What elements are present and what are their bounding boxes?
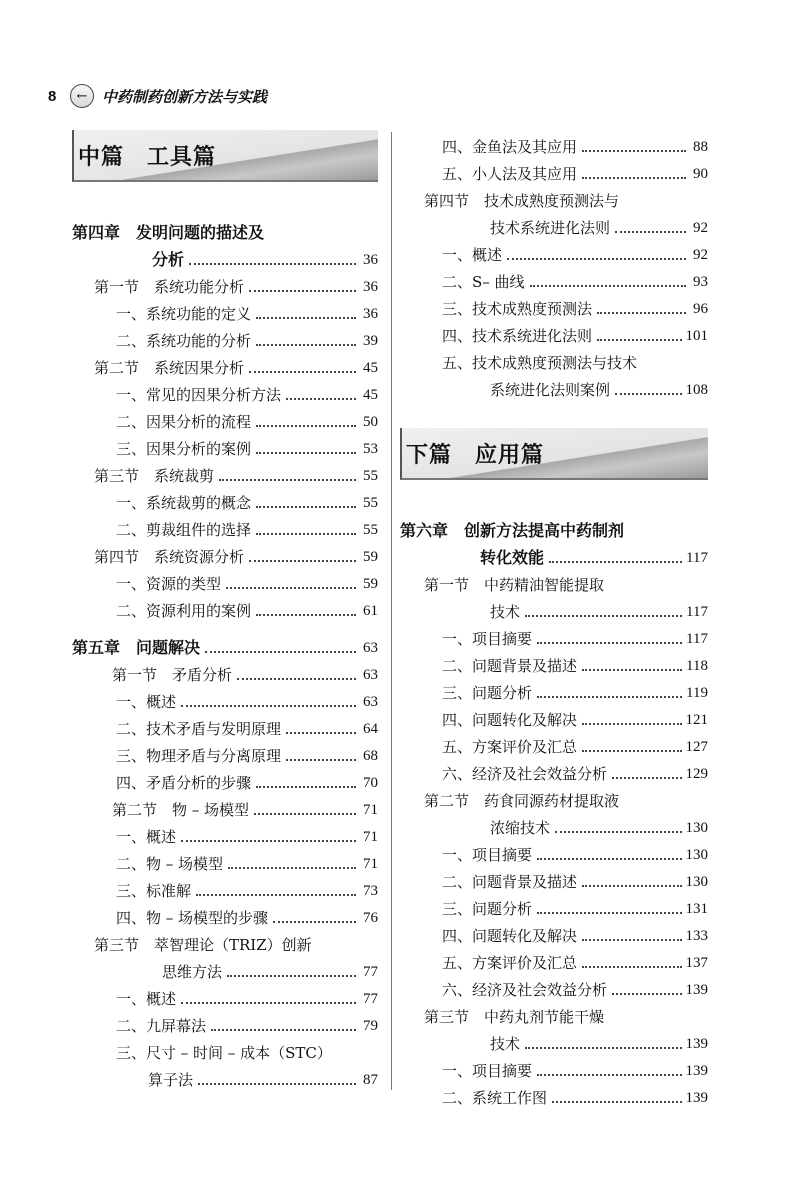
toc-entry[interactable]: 第三节 中药丸剂节能干燥 <box>424 1008 605 1026</box>
toc-entry[interactable]: 一、系统裁剪的概念 55 <box>116 494 378 512</box>
toc-entry-cont[interactable]: 算子法 87 <box>148 1071 378 1089</box>
toc-entry[interactable]: 第三节 系统裁剪 55 <box>94 467 378 485</box>
toc-entry[interactable]: 二、问题背景及描述 130 <box>442 873 708 891</box>
toc-entry[interactable]: 一、资源的类型 59 <box>116 575 378 593</box>
toc-entry[interactable]: 六、经济及社会效益分析 129 <box>442 765 708 783</box>
toc-entry[interactable]: 五、技术成熟度预测法与技术 <box>442 354 638 372</box>
toc-entry-cont[interactable]: 思维方法 77 <box>162 963 378 981</box>
toc-entry[interactable]: 一、概述 63 <box>116 693 378 711</box>
toc-entry[interactable]: 四、矛盾分析的步骤 70 <box>116 774 378 792</box>
toc-entry-cont[interactable]: 系统进化法则案例 108 <box>490 381 708 399</box>
toc-entry[interactable]: 二、资源利用的案例 61 <box>116 602 378 620</box>
dot-leader <box>189 263 356 265</box>
toc-entry[interactable]: 三、问题分析 119 <box>442 684 708 702</box>
page-ref: 36 <box>363 252 378 268</box>
toc-entry[interactable]: 二、因果分析的流程 50 <box>116 413 378 431</box>
toc-entry[interactable]: 三、因果分析的案例 53 <box>116 440 378 458</box>
toc-entry[interactable]: 五、小人法及其应用 90 <box>442 165 708 183</box>
toc-entry[interactable]: 二、技术矛盾与发明原理 64 <box>116 720 378 738</box>
toc-entry[interactable]: 六、经济及社会效益分析 139 <box>442 981 708 999</box>
toc-entry[interactable]: 四、物 – 场模型的步骤 76 <box>116 909 378 927</box>
chapter-heading[interactable]: 第五章 问题解决 63 <box>72 638 378 657</box>
chapter-heading-cont[interactable]: 转化效能 117 <box>480 548 708 567</box>
toc-entry[interactable]: 四、技术系统进化法则 101 <box>442 327 708 345</box>
toc-entry[interactable]: 四、问题转化及解决 121 <box>442 711 708 729</box>
toc-entry[interactable]: 二、物 – 场模型 71 <box>116 855 378 873</box>
toc-entry[interactable]: 四、问题转化及解决 133 <box>442 927 708 945</box>
left-arrow-icon: ← <box>70 84 94 108</box>
toc-left-column <box>72 130 378 1090</box>
toc-entry[interactable]: 三、标准解 73 <box>116 882 378 900</box>
toc-entry[interactable]: 二、系统工作图 139 <box>442 1089 708 1107</box>
chapter-heading[interactable]: 第六章 创新方法提高中药制剂 <box>400 521 625 540</box>
toc-entry[interactable]: 一、概述 71 <box>116 828 378 846</box>
toc-entry[interactable]: 一、项目摘要 117 <box>442 630 708 648</box>
toc-entry[interactable]: 一、项目摘要 139 <box>442 1062 708 1080</box>
toc-entry[interactable]: 三、尺寸 – 时间 – 成本（STC） <box>116 1044 332 1062</box>
toc-entry-cont[interactable]: 技术 117 <box>490 603 708 621</box>
toc-entry[interactable]: 第四节 系统资源分析 59 <box>94 548 378 566</box>
toc-right-column <box>400 130 708 1108</box>
toc-entry-cont[interactable]: 技术 139 <box>490 1035 708 1053</box>
toc-entry[interactable]: 一、常见的因果分析方法 45 <box>116 386 378 404</box>
toc-entry[interactable]: 第三节 萃智理论（TRIZ）创新 <box>94 936 312 954</box>
page-number: 8 <box>48 87 57 105</box>
toc-entry[interactable]: 五、方案评价及汇总 137 <box>442 954 708 972</box>
toc-entry[interactable]: 三、问题分析 131 <box>442 900 708 918</box>
toc-entry[interactable]: 二、九屏幕法 79 <box>116 1017 378 1035</box>
toc-entry[interactable]: 三、物理矛盾与分离原理 68 <box>116 747 378 765</box>
chapter-heading[interactable]: 第四章 发明问题的描述及 <box>72 223 265 242</box>
part-title: 中篇 工具篇 <box>78 144 217 170</box>
toc-entry[interactable]: 五、方案评价及汇总 127 <box>442 738 708 756</box>
toc-entry[interactable]: 二、系统功能的分析 39 <box>116 332 378 350</box>
chapter-heading-cont[interactable]: 分析 36 <box>152 250 378 269</box>
toc-entry[interactable]: 第一节 系统功能分析 36 <box>94 278 378 296</box>
toc-entry[interactable]: 三、技术成熟度预测法 96 <box>442 300 708 318</box>
toc-entry[interactable]: 第一节 中药精油智能提取 <box>424 576 605 594</box>
toc-entry[interactable]: 一、项目摘要 130 <box>442 846 708 864</box>
running-header <box>48 84 267 108</box>
toc-entry[interactable]: 第一节 矛盾分析 63 <box>112 666 378 684</box>
column-divider <box>391 132 392 1090</box>
toc-entry[interactable]: 第四节 技术成熟度预测法与 <box>424 192 620 210</box>
toc-entry[interactable]: 二、S– 曲线 93 <box>442 273 708 291</box>
part-title: 下篇 应用篇 <box>406 442 545 468</box>
toc-entry[interactable]: 一、系统功能的定义 36 <box>116 305 378 323</box>
toc-entry[interactable]: 第二节 药食同源药材提取液 <box>424 792 620 810</box>
toc-entry[interactable]: 一、概述 77 <box>116 990 378 1008</box>
part-banner-lower <box>400 428 708 480</box>
toc-entry-cont[interactable]: 技术系统进化法则 92 <box>490 219 708 237</box>
toc-entry[interactable]: 二、剪裁组件的选择 55 <box>116 521 378 539</box>
toc-entry[interactable]: 一、概述 92 <box>442 246 708 264</box>
part-banner-middle <box>72 130 378 182</box>
toc-entry[interactable]: 第二节 系统因果分析 45 <box>94 359 378 377</box>
toc-entry[interactable]: 第二节 物 – 场模型 71 <box>112 801 378 819</box>
toc-entry-cont[interactable]: 浓缩技术 130 <box>490 819 708 837</box>
book-title: 中药制药创新方法与实践 <box>102 88 268 106</box>
toc-entry[interactable]: 四、金鱼法及其应用 88 <box>442 138 708 156</box>
toc-entry[interactable]: 二、问题背景及描述 118 <box>442 657 708 675</box>
